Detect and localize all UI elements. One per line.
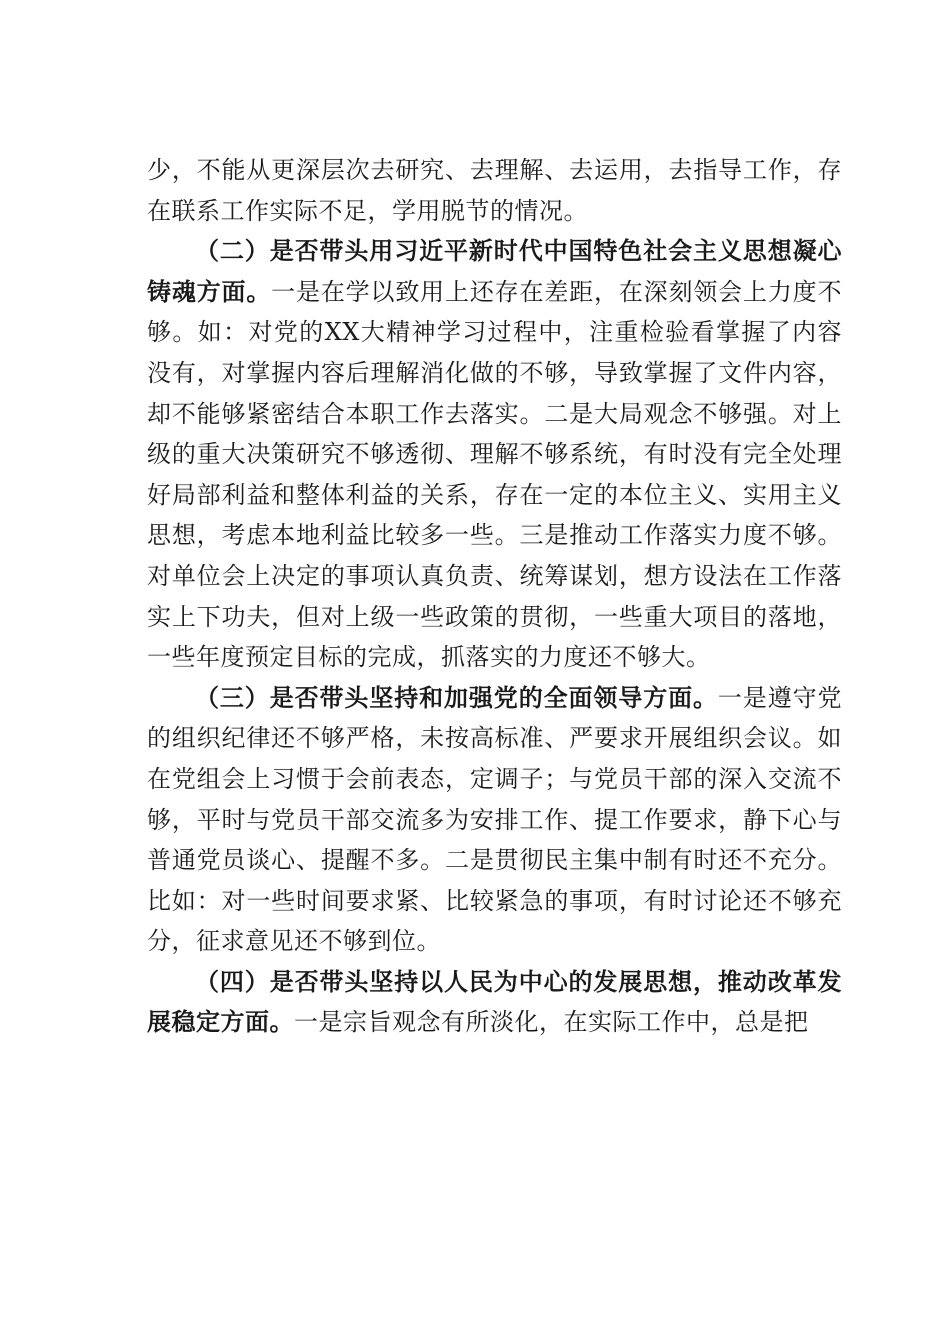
paragraph-section-4	[147, 962, 842, 1043]
paragraph-section-2	[147, 231, 842, 678]
paragraph-continuation	[147, 150, 842, 231]
section-heading: （四）是否带头坚持以人民为中心的发展思想，推动改革发展稳定方面。	[147, 966, 842, 1037]
paragraph-body: 一是遵守党的组织纪律还不够严格，未按高标准、严要求开展组织会议。如在党组会上习惯于会前表态，定调子；与党员干部的深入交流不够，平时与党员干部交流多为安排工作、提工作要求，静下心与普通党员谈心、提醒不多。二是贯彻民主集中制有时还不充分。比如：对一些时间要求紧、比较紧急的事项，有时讨论还不够充分，征求意见还不够到位。	[147, 683, 843, 956]
paragraph-section-3	[147, 678, 842, 962]
section-heading: （二）是否带头用习近平新时代中国特色社会主义思想凝心铸魂方面。	[147, 236, 842, 306]
document-body	[147, 150, 842, 1043]
paragraph-body: 少，不能从更深层次去研究、去理解、去运用，去指导工作，存在联系工作实际不足，学用脱节的情况。	[147, 156, 842, 225]
paragraph-body: 一是宗旨观念有所淡化，在实际工作中，总是把	[294, 1008, 809, 1037]
section-heading: （三）是否带头坚持和加强党的全面领导方面。	[195, 682, 718, 712]
paragraph-body: 一是在学以致用上还存在差距，在深刻领会上力度不够。如：对党的XX大精神学习过程中，注重检验看掌握了内容没有，对掌握内容后理解消化做的不够，导致掌握了文件内容，却不能够紧密结合本职工作去落实。二是大局观念不够强。对上级的重大决策研究不够透彻、理解不够系统，有时没有完全处理好局部利益和整体利益的关系，存在一定的本位主义、实用主义思想，考虑本地利益比较多一些。三是推动工作落实力度不够。对单位会上决定的事项认真负责、统筹谋划，想方设法在工作落实上下功夫，但对上级一些政策的贯彻，一些重大项目的落地，一些年度预定目标的完成，抓落实的力度还不够大。	[147, 277, 843, 672]
